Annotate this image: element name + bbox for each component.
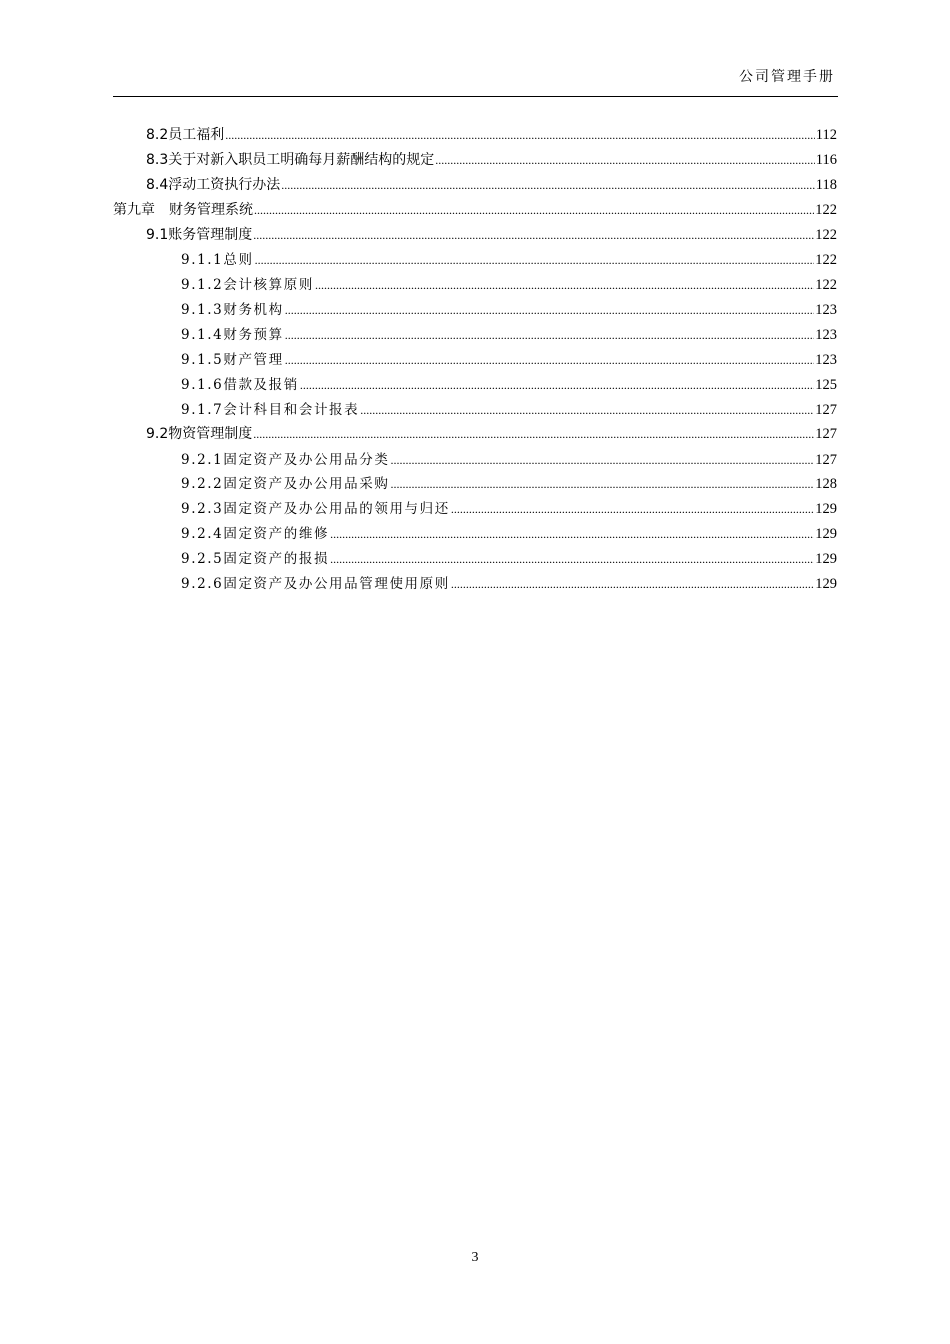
toc-subentry[interactable] <box>113 273 837 298</box>
toc-entry-page: 129 <box>815 551 837 568</box>
toc-leader <box>225 128 815 143</box>
toc-subentry[interactable] <box>113 497 837 522</box>
toc-leader <box>451 502 814 517</box>
toc-leader <box>390 477 814 492</box>
toc-leader <box>300 378 814 393</box>
toc-subentry[interactable] <box>113 248 837 273</box>
toc-entry-label: 9.2.5固定资产的报损 <box>181 551 330 568</box>
toc-entry[interactable] <box>113 149 837 174</box>
toc-leader <box>360 403 814 418</box>
toc-entry[interactable] <box>113 124 837 149</box>
toc-entry-page: 129 <box>815 576 837 593</box>
running-header: 公司管理手册 <box>739 69 835 85</box>
toc-leader <box>253 427 814 442</box>
toc-entry[interactable] <box>113 224 837 249</box>
toc-entry-label: 9.2.4固定资产的维修 <box>181 526 330 543</box>
toc-subentry[interactable] <box>113 522 837 547</box>
toc-leader <box>285 303 815 318</box>
toc-entry-page: 128 <box>815 476 837 493</box>
toc-entry-page: 122 <box>815 252 837 269</box>
toc-leader <box>254 203 814 218</box>
toc-entry-page: 112 <box>815 127 837 143</box>
toc-entry[interactable] <box>113 174 837 199</box>
toc-leader <box>330 552 814 567</box>
toc-entry-label: 9.1.6借款及报销 <box>181 376 299 393</box>
toc-entry-label: 9.1.5财产管理 <box>181 352 284 369</box>
toc-subentry[interactable] <box>113 298 837 323</box>
toc-entry-page: 129 <box>815 526 837 543</box>
toc-entry-label: 8.2员工福利 <box>146 127 225 143</box>
toc-leader <box>255 253 815 268</box>
toc-entry-label: 8.4浮动工资执行办法 <box>146 176 281 193</box>
toc-subentry[interactable] <box>113 398 837 423</box>
toc-leader <box>285 328 815 343</box>
toc-leader <box>451 577 814 592</box>
toc-entry-label: 第九章 财务管理系统 <box>113 201 253 218</box>
toc-entry-label: 9.1.7会计科目和会计报表 <box>181 401 360 418</box>
toc-leader <box>253 228 814 243</box>
toc-leader <box>285 353 815 368</box>
toc-entry-label: 9.2.3固定资产及办公用品的领用与归还 <box>181 501 450 518</box>
toc-leader <box>390 453 814 468</box>
toc-leader <box>435 153 815 168</box>
toc-entry-label: 9.2.2固定资产及办公用品采购 <box>181 476 390 493</box>
page-number: 3 <box>471 1250 479 1265</box>
table-of-contents <box>113 124 837 597</box>
toc-subentry[interactable] <box>113 323 837 348</box>
toc-subentry[interactable] <box>113 472 837 497</box>
toc-entry-page: 127 <box>815 451 837 468</box>
toc-entry-page: 122 <box>815 201 837 218</box>
toc-entry-page: 123 <box>815 352 837 369</box>
toc-subentry[interactable] <box>113 547 837 572</box>
toc-entry-page: 127 <box>815 425 837 442</box>
toc-leader <box>315 278 814 293</box>
toc-entry-page: 129 <box>815 501 837 518</box>
toc-entry-page: 122 <box>815 277 837 294</box>
toc-entry-label: 9.1账务管理制度 <box>146 226 253 243</box>
toc-entry-label: 9.1.3财务机构 <box>181 302 284 319</box>
toc-subentry[interactable] <box>113 373 837 398</box>
toc-entry-page: 125 <box>815 376 837 393</box>
toc-subentry[interactable] <box>113 572 837 597</box>
toc-entry-page: 123 <box>815 302 837 319</box>
toc-entry-page: 118 <box>815 176 837 193</box>
toc-leader <box>330 527 814 542</box>
toc-subentry[interactable] <box>113 348 837 373</box>
toc-entry-label: 9.1.4财务预算 <box>181 327 284 344</box>
toc-entry-label: 9.2物资管理制度 <box>146 425 253 442</box>
toc-entry-label: 8.3关于对新入职员工明确每月薪酬结构的规定 <box>146 151 435 168</box>
toc-entry-label: 9.2.1固定资产及办公用品分类 <box>181 451 390 468</box>
toc-entry-page: 127 <box>815 401 837 418</box>
toc-entry-page: 122 <box>815 226 837 243</box>
toc-chapter-entry[interactable] <box>113 199 837 224</box>
toc-entry-label: 9.1.2会计核算原则 <box>181 277 314 294</box>
toc-entry-label: 9.1.1总则 <box>181 252 254 269</box>
toc-entry-label: 9.2.6固定资产及办公用品管理使用原则 <box>181 576 450 593</box>
toc-entry[interactable] <box>113 423 837 448</box>
toc-leader <box>281 178 815 193</box>
toc-entry-page: 116 <box>815 151 837 168</box>
toc-entry-page: 123 <box>815 327 837 344</box>
toc-subentry[interactable] <box>113 448 837 473</box>
header-rule <box>113 96 838 97</box>
